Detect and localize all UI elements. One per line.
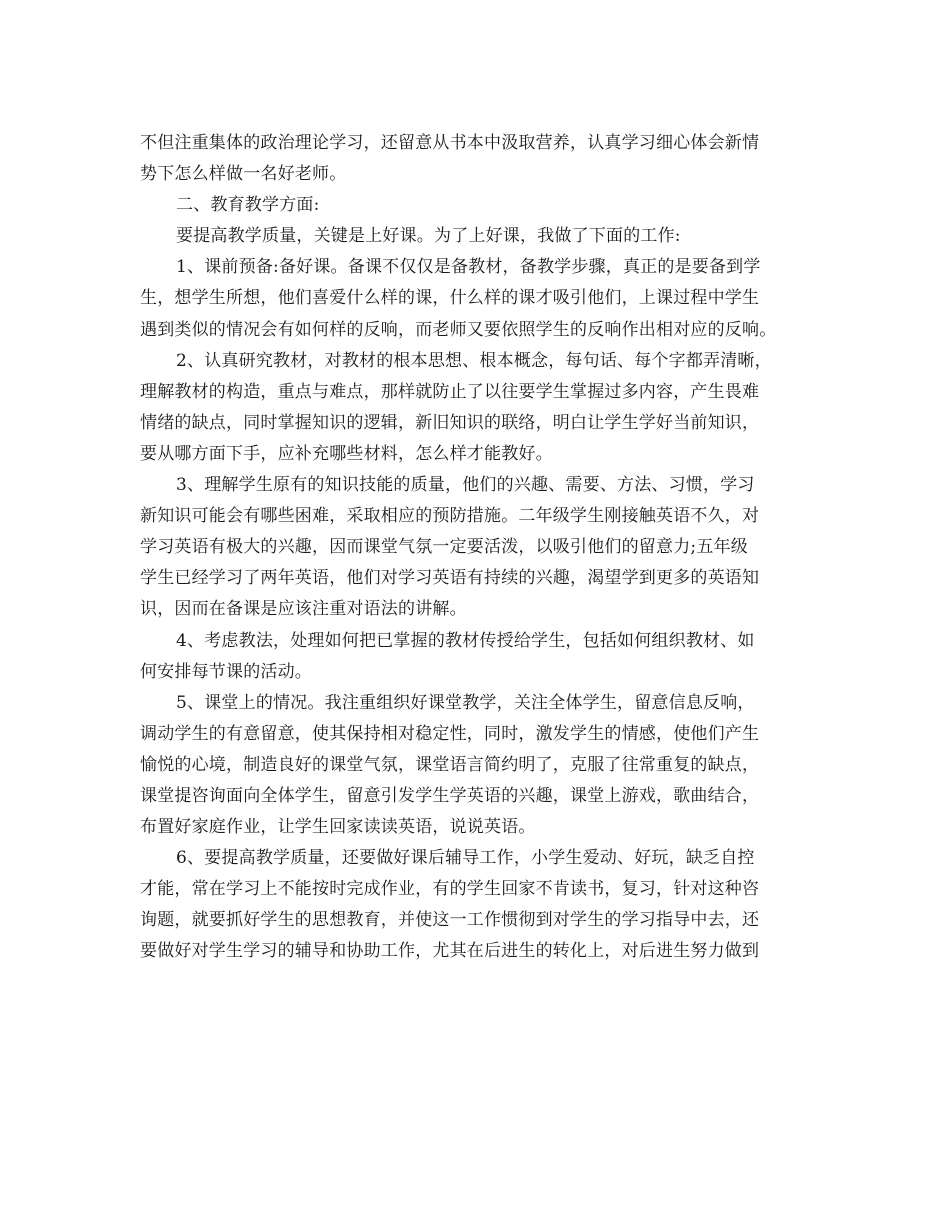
text-line: 生，想学生所想，他们喜爱什么样的课，什么样的课才吸引他们，上课过程中学生 (140, 288, 760, 309)
text-line: 5、课堂上的情况。我注重组织好课堂教学，关注全体学生，留意信息反响， (176, 692, 755, 713)
text-line: 3、理解学生原有的知识技能的质量，他们的兴趣、需要、方法、习惯，学习 (176, 475, 755, 496)
text-line: 新知识可能会有哪些困难，采取相应的预防措施。二年级学生刚接触英语不久，对 (140, 506, 760, 527)
text-line: 学生已经学习了两年英语，他们对学习英语有持续的兴趣，渴望学到更多的英语知 (140, 568, 760, 589)
text-line: 势下怎么样做一名好老师。 (140, 164, 347, 185)
text-line: 询题，就要抓好学生的思想教育，并使这一工作惯彻到对学生的学习指导中去，还 (140, 910, 760, 931)
text-line: 理解教材的构造，重点与难点，那样就防止了以往要学生掌握过多内容，产生畏难 (140, 381, 760, 402)
text-line: 何安排每节课的活动。 (140, 661, 312, 682)
text-line: 情绪的缺点，同时掌握知识的逻辑，新旧知识的联络，明白让学生学好当前知识， (140, 412, 760, 433)
text-line: 2、认真研究教材，对教材的根本思想、根本概念，每句话、每个字都弄清晰， (176, 350, 772, 371)
text-line: 6、要提高教学质量，还要做好课后辅导工作，小学生爱动、好玩，缺乏自控 (176, 848, 755, 869)
body-text (140, 128, 830, 968)
text-line: 不但注重集体的政治理论学习，还留意从书本中汲取营养，认真学习细心体会新情 (140, 133, 760, 153)
text-line: 学习英语有极大的兴趣，因而课堂气氛一定要活泼，以吸引他们的留意力;五年级 (140, 537, 748, 558)
text-line: 识，因而在备课是应该注重对语法的讲解。 (140, 599, 467, 620)
section-heading: 二、教育教学方面: (176, 195, 320, 216)
text-line: 要做好对学生学习的辅导和协助工作，尤其在后进生的转化上，对后进生努力做到 (140, 941, 760, 962)
text-line: 才能，常在学习上不能按时完成作业，有的学生回家不肯读书，复习，针对这种咨 (140, 879, 760, 900)
text-line: 遇到类似的情况会有如何样的反响，而老师又要依照学生的反响作出相对应的反响。 (140, 319, 777, 340)
text-line: 要提高教学质量，关键是上好课。为了上好课，我做了下面的工作: (176, 226, 681, 247)
text-line: 调动学生的有意留意，使其保持相对稳定性，同时，激发学生的情感，使他们产生 (140, 723, 760, 744)
text-line: 布置好家庭作业，让学生回家读读英语，说说英语。 (140, 817, 536, 838)
text-line: 4、考虑教法，处理如何把已掌握的教材传授给学生，包括如何组织教材、如 (176, 630, 755, 651)
text-line: 1、课前预备:备好课。备课不仅仅是备教材，备教学步骤，真正的是要备到学 (176, 257, 761, 278)
text-line: 课堂提咨询面向全体学生，留意引发学生学英语的兴趣，课堂上游戏，歌曲结合， (140, 785, 760, 806)
text-line: 要从哪方面下手，应补充哪些材料，怎么样才能教好。 (140, 443, 553, 464)
text-line: 愉悦的心境，制造良好的课堂气氛，课堂语言简约明了，克服了往常重复的缺点， (140, 754, 760, 775)
